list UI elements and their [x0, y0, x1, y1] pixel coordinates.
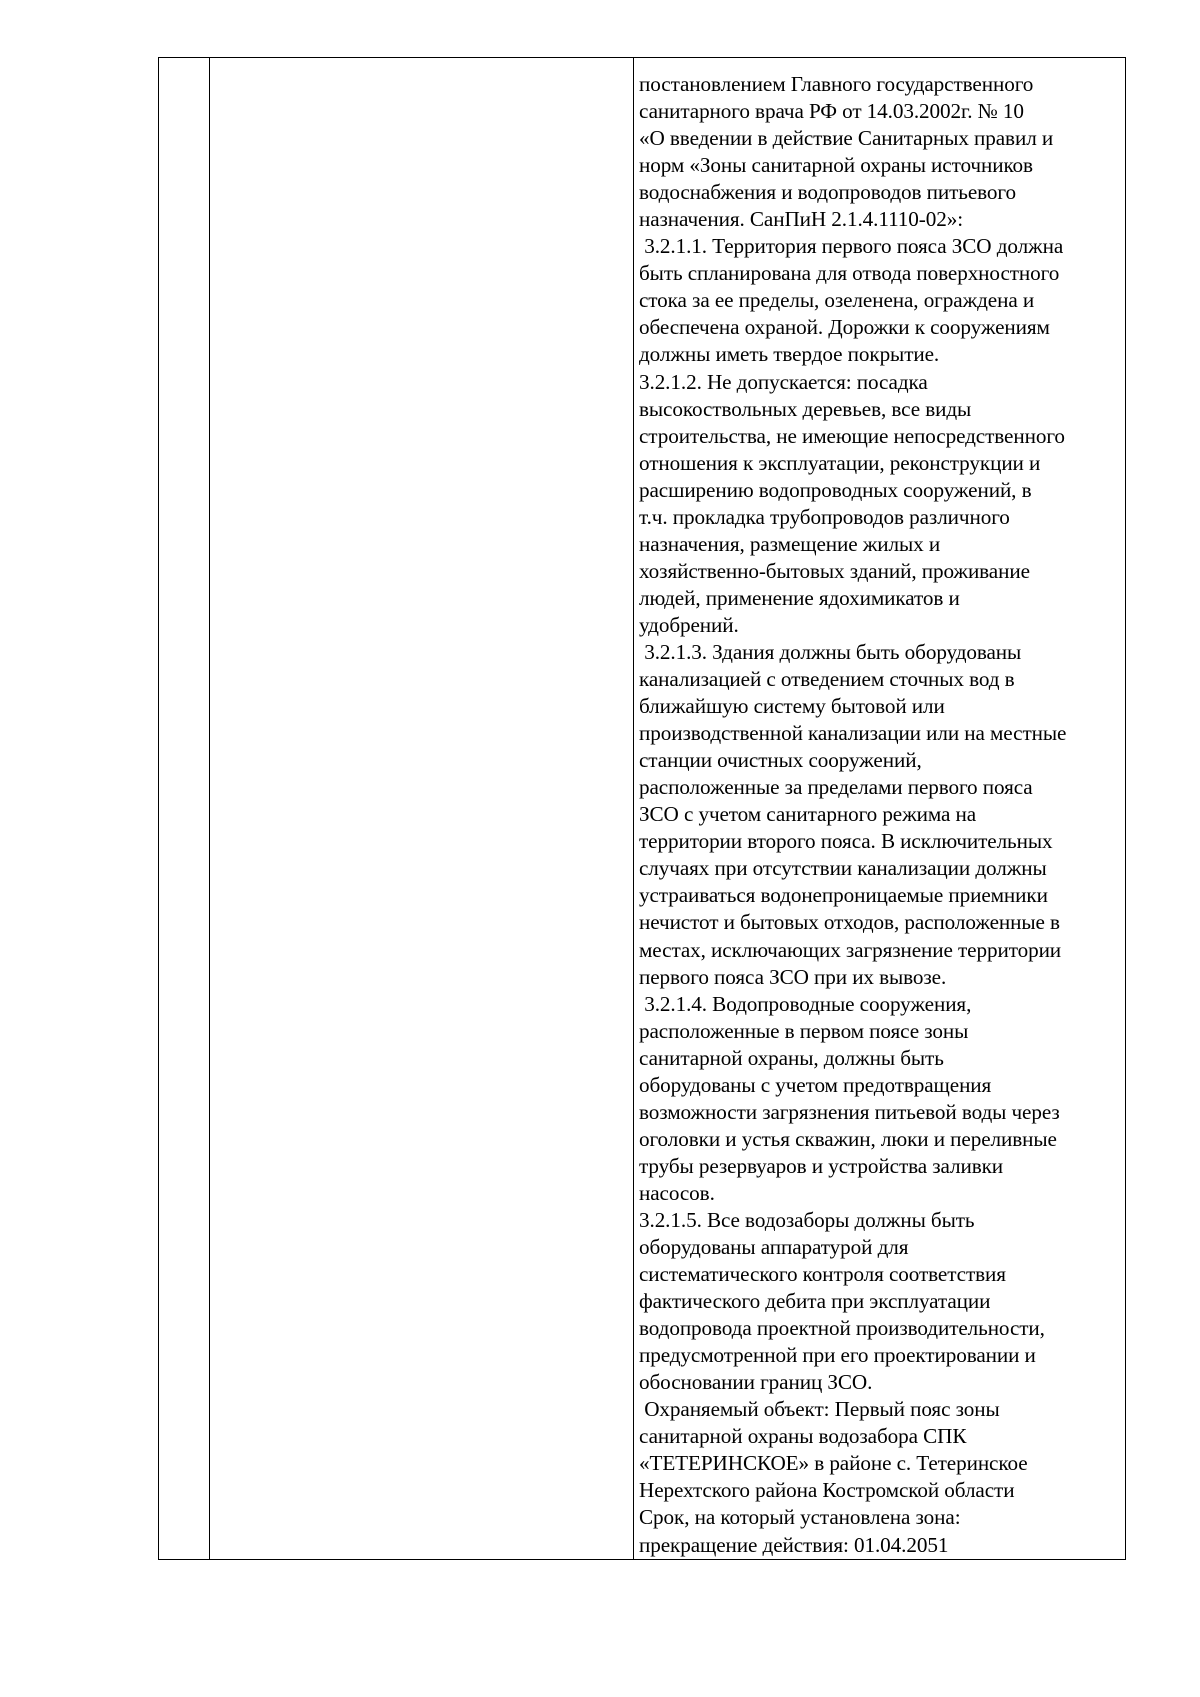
text-line: норм «Зоны санитарной охраны источников	[639, 153, 1033, 178]
text-line: обеспечена охраной. Дорожки к сооружениям	[639, 315, 1050, 340]
text-line: станции очистных сооружений,	[639, 748, 922, 773]
text-line: строительства, не имеющие непосредственного	[639, 423, 1065, 448]
text-line: территории второго пояса. В исключительных	[639, 829, 1053, 854]
text-line: назначения. СанПиН 2.1.4.1110-02»:	[639, 207, 963, 232]
text-line: водопровода проектной производительности,	[639, 1316, 1045, 1341]
text-line: оборудованы аппаратурой для	[639, 1235, 909, 1260]
text-line: санитарного врача РФ от 14.03.2002г. № 10	[639, 99, 1024, 124]
text-line: Нерехтского района Костромской области	[639, 1478, 1015, 1503]
text-line: первого пояса ЗСО при их вывозе.	[639, 964, 947, 989]
text-line: удобрений.	[639, 612, 739, 637]
text-line: 3.2.1.4. Водопроводные сооружения,	[639, 991, 972, 1016]
text-line: 3.2.1.2. Не допускается: посадка	[639, 369, 928, 394]
text-line: ближайшую систему бытовой или	[639, 694, 945, 719]
table-row	[159, 58, 1126, 1560]
text-line: т.ч. прокладка трубопроводов различного	[639, 504, 1010, 529]
text-line: прекращение действия: 01.04.2051	[639, 1532, 949, 1557]
text-line: предусмотренной при его проектировании и	[639, 1343, 1036, 1368]
text-line: расширению водопроводных сооружений, в	[639, 477, 1032, 502]
text-line: насосов.	[639, 1180, 715, 1205]
text-line: постановлением Главного государственного	[639, 72, 1034, 96]
text-line: людей, применение ядохимикатов и	[639, 585, 960, 610]
text-line: хозяйственно-бытовых зданий, проживание	[639, 558, 1030, 583]
text-line: фактического дебита при эксплуатации	[639, 1289, 991, 1314]
text-line: Срок, на который установлена зона:	[639, 1505, 961, 1530]
document-table	[158, 57, 1126, 1560]
text-line: ЗСО с учетом санитарного режима на	[639, 802, 977, 827]
text-line: трубы резервуаров и устройства заливки	[639, 1153, 1004, 1178]
text-line: санитарной охраны, должны быть	[639, 1045, 944, 1070]
text-line: быть спланирована для отвода поверхностного	[639, 261, 1060, 286]
text-line: санитарной охраны водозабора СПК	[639, 1424, 967, 1449]
text-line: отношения к эксплуатации, реконструкции и	[639, 450, 1041, 475]
text-line: устраиваться водонепроницаемые приемники	[639, 883, 1048, 908]
restrictions-cell	[634, 58, 1126, 1560]
text-line: 3.2.1.3. Здания должны быть оборудованы	[639, 639, 1022, 664]
text-line: обосновании границ ЗСО.	[639, 1370, 873, 1395]
number-cell	[159, 58, 210, 1560]
text-line: производственной канализации или на местные	[639, 721, 1067, 746]
text-line: возможности загрязнения питьевой воды через	[639, 1099, 1060, 1124]
text-line: канализацией с отведением сточных вод в	[639, 667, 1015, 692]
text-line: местах, исключающих загрязнение территории	[639, 937, 1062, 962]
text-line: должны иметь твердое покрытие.	[639, 342, 940, 367]
text-line: оборудованы с учетом предотвращения	[639, 1072, 992, 1097]
text-line: «ТЕТЕРИНСКОЕ» в районе с. Тетеринское	[639, 1451, 1028, 1476]
text-line: «О введении в действие Санитарных правил и	[639, 126, 1054, 151]
text-line: назначения, размещение жилых и	[639, 531, 941, 556]
text-line: высокоствольных деревьев, все виды	[639, 396, 972, 421]
text-line: расположенные в первом поясе зоны	[639, 1018, 969, 1043]
text-line: нечистот и бытовых отходов, расположенные в	[639, 910, 1060, 935]
restrictions-text	[634, 58, 1125, 1559]
text-line: оголовки и устья скважин, люки и переливные	[639, 1126, 1057, 1151]
text-line: систематического контроля соответствия	[639, 1262, 1006, 1287]
text-line: Охраняемый объект: Первый пояс зоны	[639, 1397, 1000, 1422]
text-line: 3.2.1.1. Территория первого пояса ЗСО должна	[639, 234, 1064, 259]
text-line: расположенные за пределами первого пояса	[639, 775, 1033, 800]
description-cell	[210, 58, 634, 1560]
text-line: 3.2.1.5. Все водозаборы должны быть	[639, 1207, 975, 1232]
text-line: стока за ее пределы, озеленена, ограждена и	[639, 288, 1035, 313]
text-line: случаях при отсутствии канализации должны	[639, 856, 1047, 881]
text-line: водоснабжения и водопроводов питьевого	[639, 180, 1016, 205]
